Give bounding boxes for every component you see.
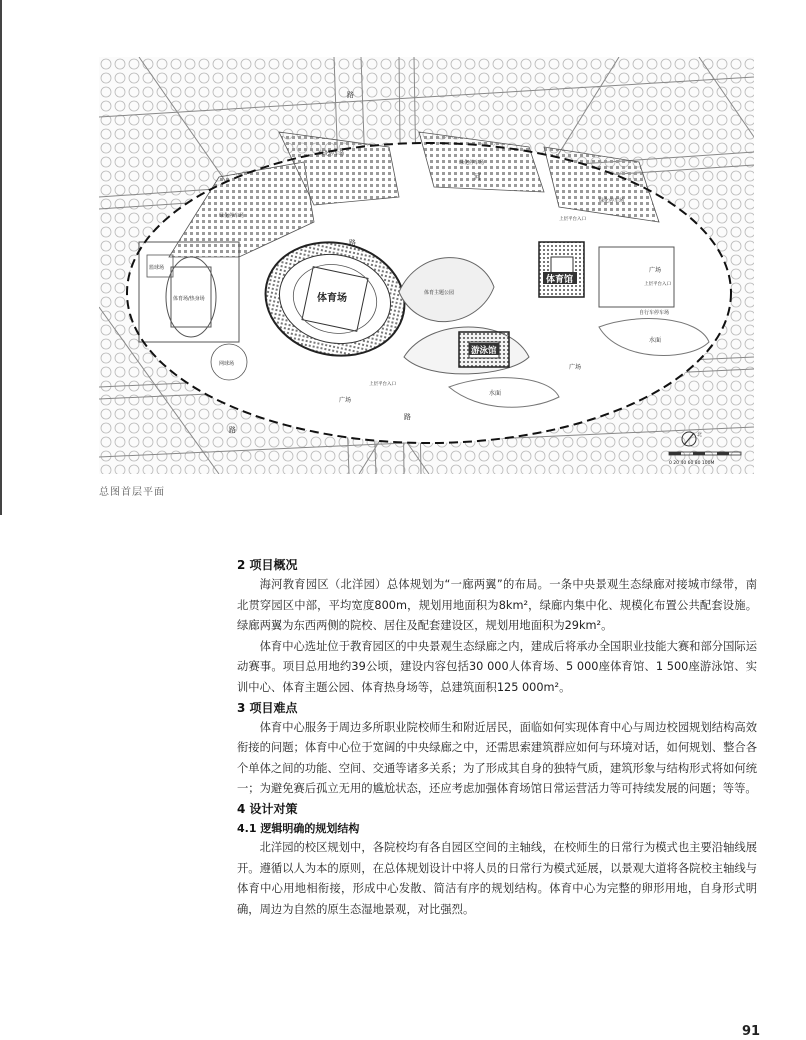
label-parking-green-2: 绿化停车场: [319, 151, 345, 157]
section-4-1-title: 4.1 逻辑明确的规划结构: [237, 821, 360, 835]
label-road-1: 路: [347, 91, 354, 99]
label-gymnasium: 体育馆: [546, 275, 574, 285]
section-3-title: 3 项目难点: [237, 700, 298, 715]
label-road-3: 路: [404, 413, 411, 421]
label-theme-park: 体育主题公园: [424, 290, 455, 296]
label-entrance-1: 上层平台入口: [644, 282, 671, 287]
site-plan-drawing: [99, 57, 754, 474]
label-square-east: 广场: [649, 267, 662, 274]
page-edge-line: [0, 0, 2, 515]
label-natatorium: 游泳馆: [471, 346, 497, 356]
article-body: [237, 556, 757, 920]
page-number: 91: [742, 1024, 761, 1039]
label-pond-2: 水面: [489, 390, 502, 397]
label-pond-1: 水面: [649, 337, 662, 344]
label-parking-green-4: 绿化停车场: [599, 198, 625, 204]
label-tennis: 网球场: [219, 361, 235, 367]
section-2-paragraph-2: 体育中心选址位于教育园区的中央景观生态绿廊之内，建成后将承办全国职业技能大赛和部分国际运动赛事。项目总用地约39公顷，建设内容包括30 000人体育场、5 000座体育馆、1 500座游泳馆、实训中心、体育主题公园、体育热身场等，总建筑面积125 000m²。: [237, 639, 757, 694]
label-road-4: 路: [229, 426, 236, 434]
label-square-south: 广场: [339, 397, 352, 404]
section-4-1-paragraph-1: 北洋园的校区规划中，各院校均有各自园区空间的主轴线，在校师生的日常行为模式也主要沿轴线展开。遵循以人为本的原则，在总体规划设计中将人员的日常行为模式延展，以景观大道将各院校主轴线与体育中心用地相衔接，形成中心发散、简洁有序的规划结构。体育中心为完整的卵形用地，自身形式明确，周边为自然的原生态湿地景观，对比强烈。: [237, 840, 757, 916]
label-road-2: 路: [349, 239, 356, 247]
label-north: 北: [697, 432, 703, 438]
label-stadium: 体育场: [317, 293, 347, 304]
label-entrance-2: 上层平台入口: [559, 217, 586, 222]
site-plan-figure: [99, 57, 754, 474]
label-scale: 0 20 40 60 80 100M: [669, 461, 715, 466]
label-river: 河: [474, 173, 481, 181]
section-4-title: 4 设计对策: [237, 801, 298, 816]
section-2-paragraph-1: 海河教育园区（北洋园）总体规划为“一廊两翼”的布局。一条中央景观生态绿廊对接城市绿带，南北贯穿园区中部，平均宽度800m，规划用地面积为8km²，绿廊内集中化、规模化布置公共配套设施。绿廊两翼为东西两侧的院校、居住及配套建设区，规划用地面积为29km²。: [237, 578, 757, 633]
figure-caption: 总图首层平面: [99, 487, 165, 498]
section-2-title: 2 项目概况: [237, 558, 298, 572]
label-bike-parking: 自行车停车场: [639, 310, 670, 316]
label-basketball: 篮球场: [149, 265, 165, 271]
label-square-mid: 广场: [569, 364, 582, 371]
label-parking-green-1: 绿化停车场: [219, 213, 245, 219]
label-practice-field: 体育场/热身场: [173, 296, 205, 302]
label-parking-green-3: 绿化停车场: [459, 160, 485, 166]
section-3-paragraph-1: 体育中心服务于周边多所职业院校师生和附近居民，面临如何实现体育中心与周边校园规划结构高效衔接的问题；体育中心位于宽阔的中央绿廊之中，还需思索建筑群应如何与环境对话，如何规划、整合各个单体之间的功能、空间、交通等诸多关系；为了形成其自身的独特气质，建筑形象与结构形式将如何统一；为避免赛后孤立无用的尴尬状态，还应考虑加强体育场馆日常运营活力等可持续发展的问题；等等。: [237, 720, 757, 796]
label-entrance-3: 上层平台入口: [369, 382, 396, 387]
